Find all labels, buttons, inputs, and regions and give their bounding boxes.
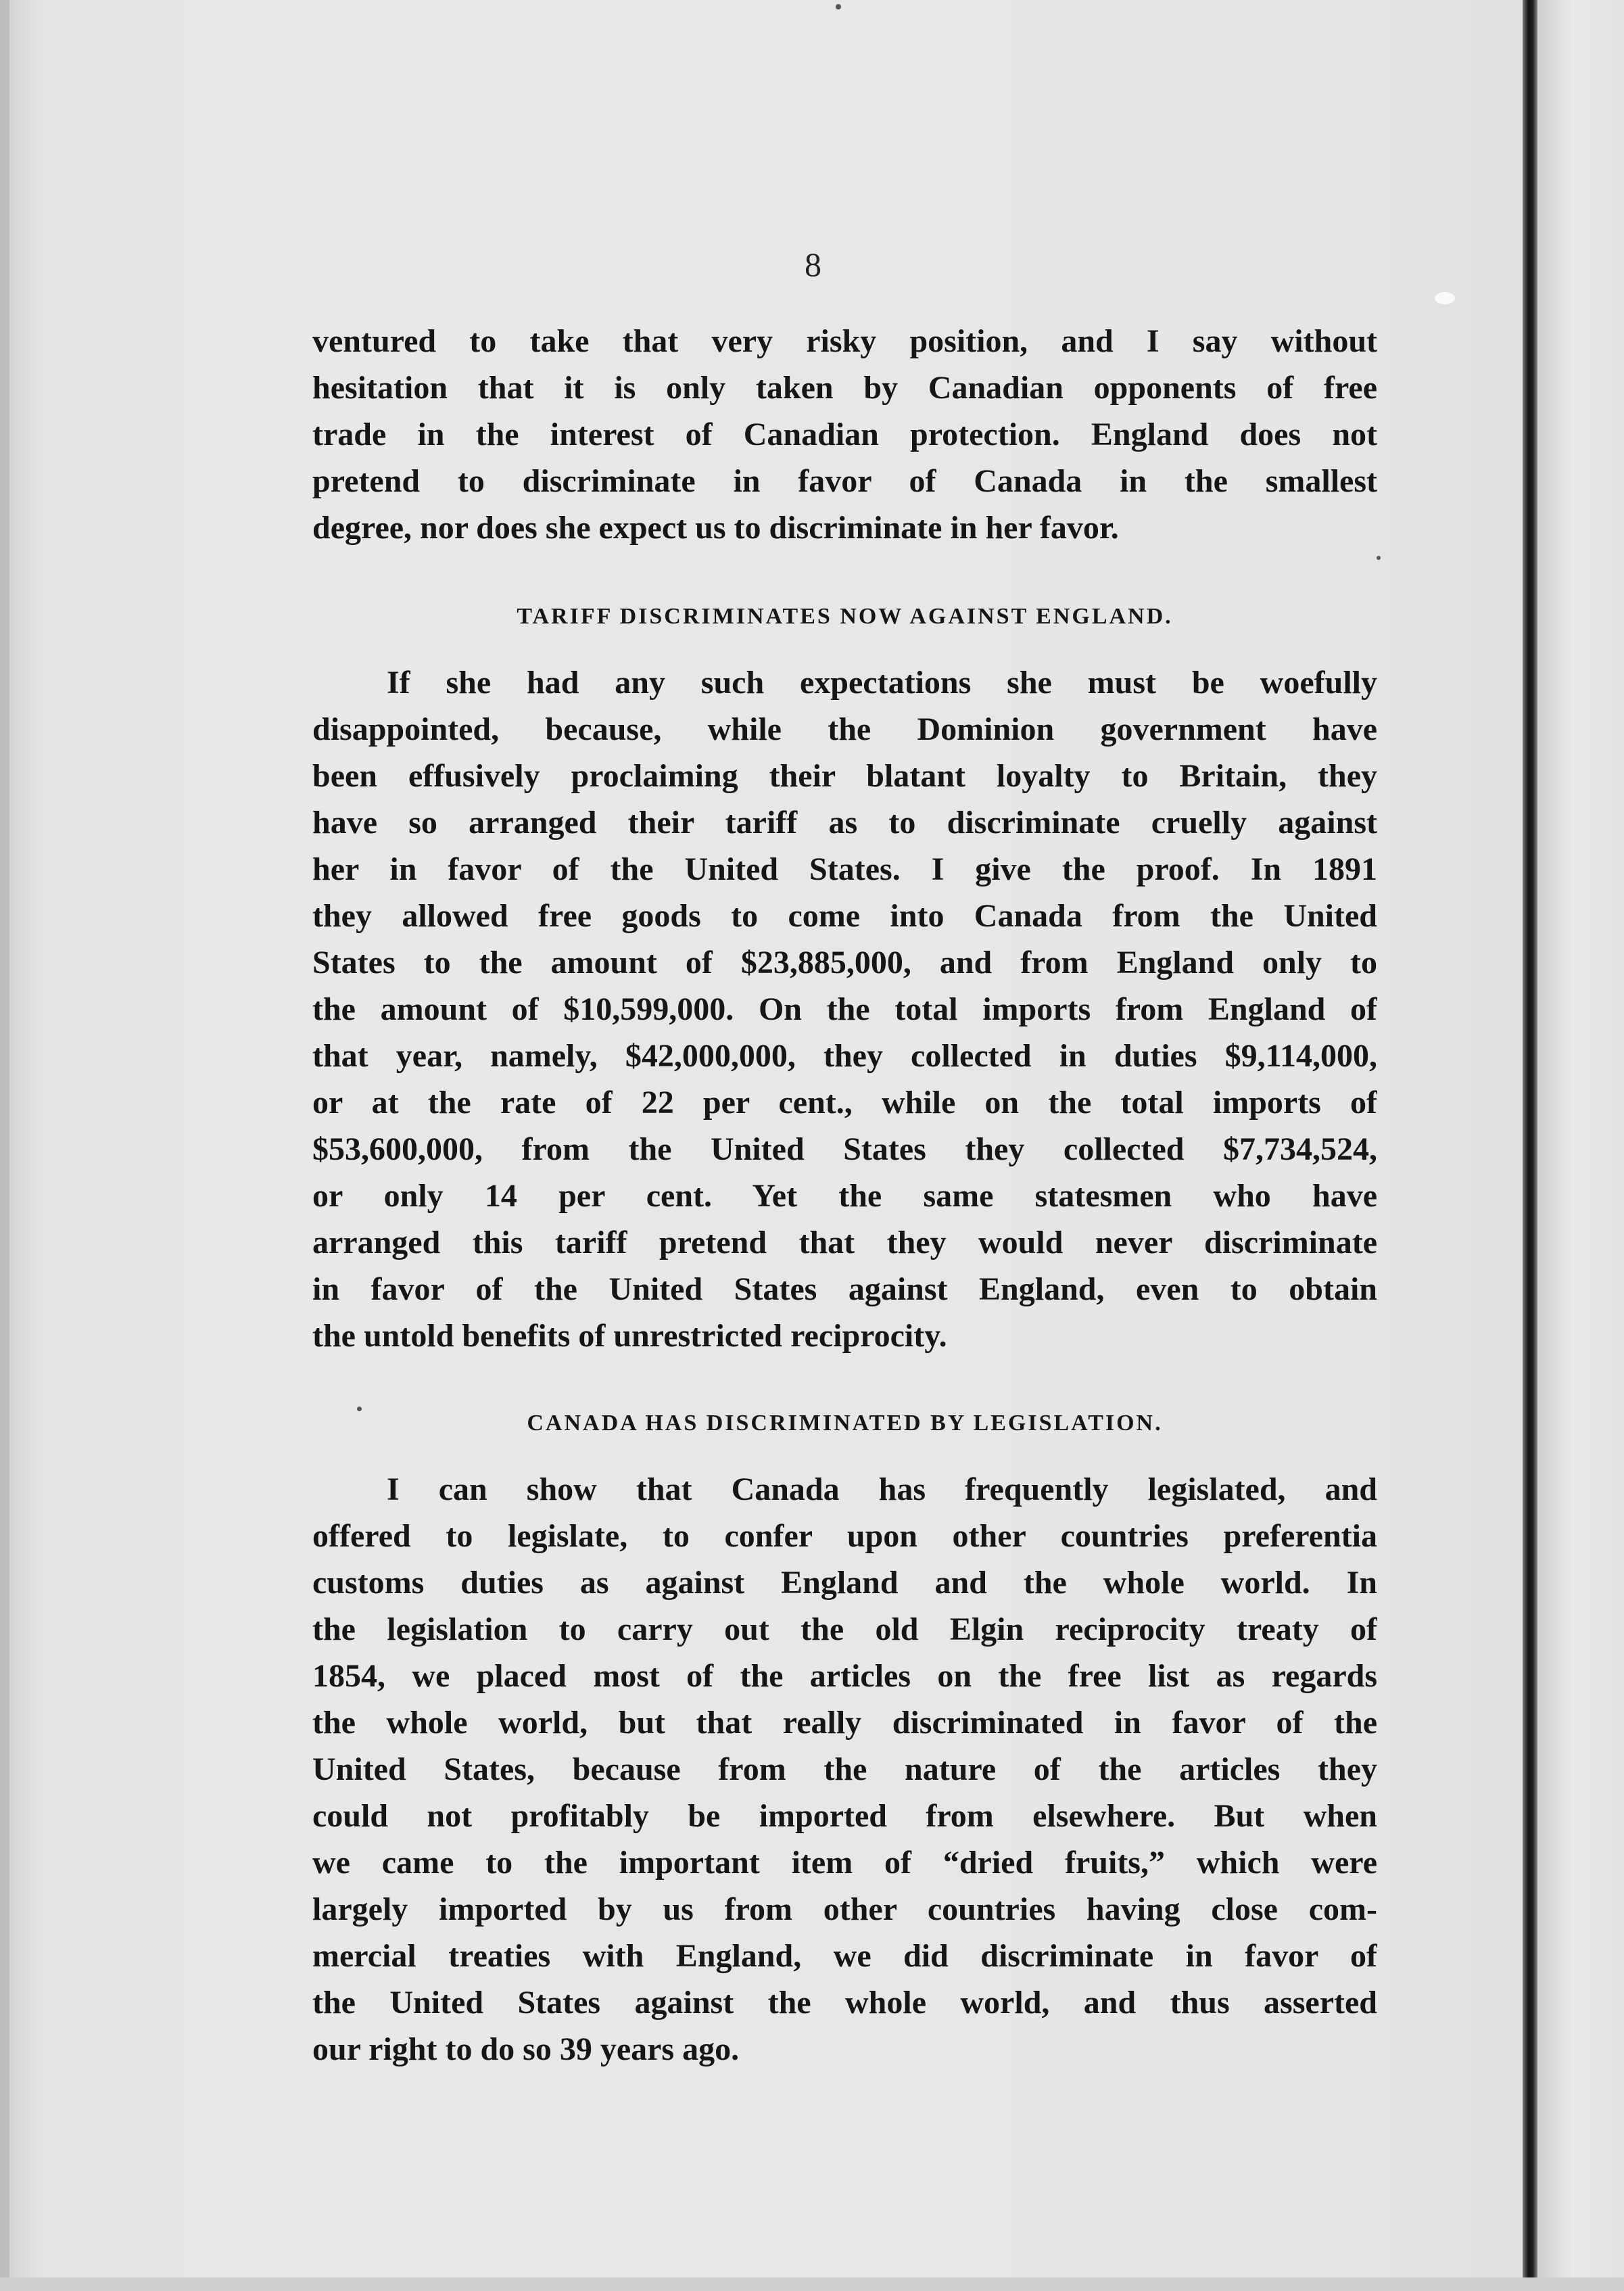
text-line: trade in the interest of Canadian protection. England does not xyxy=(312,417,1377,452)
text-line: the legislation to carry out the old Elgin reciprocity treaty of xyxy=(312,1611,1377,1647)
continuation-paragraph xyxy=(312,318,1377,551)
text-line: or only 14 per cent. Yet the same statesmen who have xyxy=(312,1178,1377,1214)
text-line: I can show that Canada has frequently legislated, and xyxy=(387,1471,1377,1507)
text-line: $53,600,000, from the United States they collected $7,734,524, xyxy=(312,1131,1377,1167)
text-line: If she had any such expectations she must be woefully xyxy=(387,665,1377,701)
text-line: largely imported by us from other countries having close com- xyxy=(312,1891,1377,1927)
text-line: pretend to discriminate in favor of Canada in the smallest xyxy=(312,463,1377,499)
tariff-paragraph xyxy=(312,659,1377,1359)
section-heading-legislation: CANADA HAS DISCRIMINATED BY LEGISLATION. xyxy=(527,1411,1163,1436)
facing-page-edge xyxy=(1537,0,1624,2291)
text-line: the United States against the whole world, and thus asserted xyxy=(312,1985,1377,2021)
text-line: disappointed, because, while the Dominion government have xyxy=(312,711,1377,747)
text-line: have so arranged their tariff as to discriminate cruelly against xyxy=(312,805,1377,841)
page-left-edge xyxy=(0,0,9,2291)
ink-speck xyxy=(836,4,841,9)
text-line: States to the amount of $23,885,000, and from England only to xyxy=(312,945,1377,981)
book-binding-shadow xyxy=(1523,0,1537,2291)
text-line: that year, namely, $42,000,000, they collected in duties $9,114,000, xyxy=(312,1038,1377,1074)
ink-speck xyxy=(1435,292,1455,304)
text-line: ventured to take that very risky position, and I say without xyxy=(312,323,1377,359)
text-line: our right to do so 39 years ago. xyxy=(312,2031,740,2067)
text-line: United States, because from the nature of the articles they xyxy=(312,1751,1377,1787)
text-line: customs duties as against England and the whole world. In xyxy=(312,1565,1377,1601)
document-body xyxy=(312,318,1377,2073)
text-line: offered to legislate, to confer upon other countries preferentia xyxy=(312,1518,1377,1554)
page-bottom-edge xyxy=(0,2277,1624,2291)
text-line: in favor of the United States against England, even to obtain xyxy=(312,1271,1377,1307)
section-heading-tariff: TARIFF DISCRIMINATES NOW AGAINST ENGLAND. xyxy=(517,604,1173,629)
text-line: or at the rate of 22 per cent., while on the total imports of xyxy=(312,1085,1377,1120)
text-line: the untold benefits of unrestricted reciprocity. xyxy=(312,1318,947,1354)
text-line: they allowed free goods to come into Canada from the United xyxy=(312,898,1377,934)
legislation-paragraph xyxy=(312,1466,1377,2073)
text-line: the amount of $10,599,000. On the total imports from England of xyxy=(312,991,1377,1027)
text-line: hesitation that it is only taken by Canadian opponents of free xyxy=(312,370,1377,406)
text-line: 1854, we placed most of the articles on the free list as regards xyxy=(312,1658,1377,1694)
text-line: arranged this tariff pretend that they would never discriminate xyxy=(312,1225,1377,1260)
text-line: been effusively proclaiming their blatant loyalty to Britain, they xyxy=(312,758,1377,794)
text-line: could not profitably be imported from elsewhere. But when xyxy=(312,1798,1377,1834)
text-line: her in favor of the United States. I give the proof. In 1891 xyxy=(312,851,1377,887)
text-line: mercial treaties with England, we did discriminate in favor of xyxy=(312,1938,1377,1974)
text-line: degree, nor does she expect us to discriminate in her favor. xyxy=(312,510,1119,546)
page-number: 8 xyxy=(805,245,821,283)
text-line: the whole world, but that really discriminated in favor of the xyxy=(312,1705,1377,1741)
text-line: we came to the important item of “dried fruits,” which were xyxy=(312,1845,1377,1881)
